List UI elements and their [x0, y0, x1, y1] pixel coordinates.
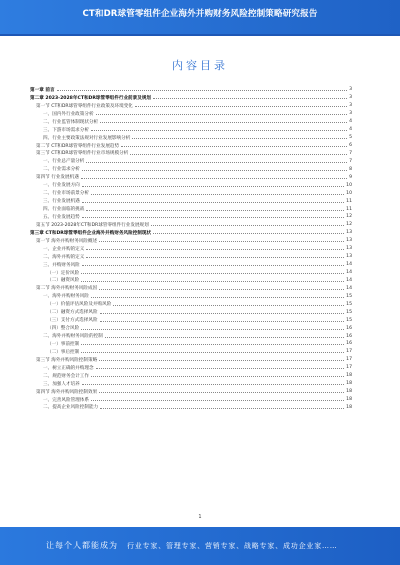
toc-entry-page: 12 [346, 214, 352, 220]
toc-entry-page: 11 [346, 198, 352, 204]
toc-entry[interactable] [30, 94, 352, 102]
toc-leader-dots [121, 146, 347, 147]
header-divider [0, 34, 400, 36]
toc-entry-label: （三）支付方式选择风险 [47, 318, 98, 324]
toc-entry[interactable] [30, 213, 352, 221]
toc-entry-label: 二、海外并购的定义 [43, 254, 85, 260]
toc-entry[interactable] [30, 388, 352, 396]
toc-entry-page: 3 [349, 87, 352, 93]
toc-entry[interactable] [30, 332, 352, 340]
toc-leader-dots [82, 265, 344, 266]
toc-leader-dots [81, 344, 344, 345]
toc-entry[interactable] [30, 356, 352, 364]
toc-leader-dots [100, 408, 344, 409]
toc-entry-page: 10 [346, 182, 352, 188]
toc-entry-page: 17 [346, 349, 352, 355]
toc-entry-label: 一、海外并购财务风险 [43, 294, 89, 300]
toc-entry[interactable] [30, 404, 352, 412]
toc-entry-page: 12 [346, 222, 352, 228]
toc-entry-label: 一、树立正确的并购理念 [43, 365, 94, 371]
toc-leader-dots [57, 90, 347, 91]
toc-entry-page: 6 [349, 143, 352, 149]
toc-entry-page: 14 [346, 270, 352, 276]
toc-entry-label: （二）融资方式选择风险 [47, 310, 98, 316]
toc-entry[interactable] [30, 173, 352, 181]
toc-entry[interactable] [30, 118, 352, 126]
toc-entry[interactable] [30, 340, 352, 348]
toc-entry[interactable] [30, 292, 352, 300]
toc-entry-page: 10 [346, 190, 352, 196]
toc-leader-dots [86, 162, 347, 163]
toc-entry-label: 第二节 海外并购财务风险成因 [36, 286, 98, 292]
toc-entry-page: 14 [346, 285, 352, 291]
toc-entry-page: 5 [349, 135, 352, 141]
toc-leader-dots [113, 305, 344, 306]
toc-entry-label: 第一章 前言 [30, 87, 55, 93]
toc-entry-page: 8 [349, 166, 352, 172]
toc-leader-dots [81, 178, 347, 179]
toc-leader-dots [91, 194, 344, 195]
toc-entry[interactable] [30, 372, 352, 380]
toc-entry-label: 一、行业总产量分析 [43, 159, 85, 165]
toc-entry-label: 二、海外并购财务风险的控制 [43, 334, 103, 340]
toc-entry-page: 9 [349, 174, 352, 180]
toc-entry-label: 三、并购财务风险 [43, 262, 80, 268]
toc-entry[interactable] [30, 237, 352, 245]
toc-entry[interactable] [30, 229, 352, 237]
toc-entry-page: 3 [349, 111, 352, 117]
toc-entry-page: 13 [346, 238, 352, 244]
toc-leader-dots [100, 321, 345, 322]
toc-leader-dots [86, 249, 344, 250]
toc-leader-dots [99, 289, 344, 290]
toc-entry[interactable] [30, 380, 352, 388]
toc-entry[interactable] [30, 300, 352, 308]
toc-entry[interactable] [30, 277, 352, 285]
toc-entry-label: 三、下游市场需求分析 [43, 127, 89, 133]
toc-leader-dots [86, 210, 344, 211]
toc-entry[interactable] [30, 165, 352, 173]
toc-entry-label: 第四节 行业发展机遇 [36, 175, 79, 181]
toc-entry[interactable] [30, 197, 352, 205]
toc-entry-label: 第三节 海外并购风险控制策略 [36, 357, 98, 363]
toc-entry-label: 一、行业发展方向 [43, 183, 80, 189]
toc-leader-dots [96, 368, 345, 369]
toc-leader-dots [105, 337, 344, 338]
toc-entry-page: 16 [346, 333, 352, 339]
toc-entry-label: 第一节 海外并购财务风险概述 [36, 238, 98, 244]
toc-entry-page: 17 [346, 357, 352, 363]
toc-entry-label: 二、提高企业风险控制能力 [43, 405, 99, 411]
toc-entry[interactable] [30, 221, 352, 229]
toc-leader-dots [86, 257, 344, 258]
toc-entry[interactable] [30, 348, 352, 356]
toc-leader-dots [82, 170, 347, 171]
toc-entry-label: 二、行业市场前景分析 [43, 191, 89, 197]
toc-entry[interactable] [30, 86, 352, 94]
toc-entry[interactable] [30, 261, 352, 269]
toc-leader-dots [82, 217, 344, 218]
toc-entry-label: 第四节 海外并购风险控制效果 [36, 389, 98, 395]
toc-entry[interactable] [30, 253, 352, 261]
toc-entry[interactable] [30, 134, 352, 142]
toc-leader-dots [99, 360, 344, 361]
toc-leader-dots [91, 400, 344, 401]
toc-entry[interactable] [30, 324, 352, 332]
toc-leader-dots [82, 186, 344, 187]
toc-entry-page: 13 [346, 230, 352, 236]
toc-entry-label: 第一节 CT和DR球管零组件行业政策及环境变化 [36, 103, 133, 109]
page-number: 1 [198, 514, 202, 520]
toc-entry-label: （一）事前控制 [47, 341, 80, 347]
toc-leader-dots [100, 313, 345, 314]
toc-entry[interactable] [30, 284, 352, 292]
toc-entry[interactable] [30, 110, 352, 118]
toc-entry[interactable] [30, 126, 352, 134]
toc-entry-label: （四）整合风险 [47, 326, 80, 332]
toc-leader-dots [153, 98, 347, 99]
toc-entry-label: 四、行业主要政策法规对行业发展影响分析 [43, 135, 131, 141]
toc-entry-label: 第三章 CT和DR球管零组件企业海外并购财务风险控制现状 [30, 230, 152, 236]
toc-entry-label: （二）融资风险 [47, 278, 80, 284]
toc-entry-page: 14 [346, 262, 352, 268]
toc-entry-page: 7 [349, 158, 352, 164]
footer-slogan-right: 行业专家、管理专家、营销专家、战略专家、成功企业家…… [127, 542, 338, 550]
toc-entry-label: 一、完善风险管理体系 [43, 397, 89, 403]
toc-entry-page: 18 [346, 373, 352, 379]
toc-entry-page: 18 [346, 397, 352, 403]
toc-entry-label: 二、行业监管体制现状分析 [43, 119, 99, 125]
toc-entry-page: 11 [346, 206, 352, 212]
toc-leader-dots [81, 273, 344, 274]
toc-entry-label: 二、行业需求分析 [43, 167, 80, 173]
report-title: CT和DR球管零组件企业海外并购财务风险控制策略研究报告 [82, 9, 318, 19]
toc-entry-label: 第五节 2023-2028年CT和DR球管零组件行业发展规划 [36, 222, 149, 228]
toc-entry[interactable] [30, 181, 352, 189]
toc-entry-page: 16 [346, 325, 352, 331]
toc-entry-page: 17 [346, 365, 352, 371]
toc-entry-page: 15 [346, 317, 352, 323]
toc-leader-dots [91, 376, 344, 377]
report-footer [0, 527, 400, 565]
toc-entry-label: （一）价值评估风险及并购风险 [47, 302, 112, 308]
toc-entry[interactable] [30, 245, 352, 253]
toc-entry-page: 3 [349, 103, 352, 109]
toc-entry[interactable] [30, 316, 352, 324]
toc-entry-page: 13 [346, 246, 352, 252]
toc-entry-page: 4 [349, 127, 352, 133]
toc-leader-dots [130, 154, 347, 155]
toc-entry-label: （一）定价风险 [47, 270, 80, 276]
table-of-contents [30, 86, 352, 411]
toc-entry[interactable] [30, 269, 352, 277]
toc-leader-dots [151, 225, 344, 226]
toc-leader-dots [132, 138, 347, 139]
toc-entry-label: 一、企业并购的定义 [43, 246, 85, 252]
toc-leader-dots [96, 114, 348, 115]
toc-entry-page: 18 [346, 404, 352, 410]
toc-leader-dots [99, 392, 344, 393]
toc-entry-page: 4 [349, 119, 352, 125]
toc-entry-label: 二、规范财务会计工作 [43, 373, 89, 379]
toc-entry[interactable] [30, 102, 352, 110]
footer-slogan-left: 让每个人都能成为 [46, 541, 118, 550]
toc-entry-page: 13 [346, 254, 352, 260]
toc-entry-label: 五、行业发展趋势 [43, 214, 80, 220]
toc-entry-label: 三、加强人才培养 [43, 381, 80, 387]
toc-leader-dots [153, 233, 344, 234]
toc-entry-page: 15 [346, 293, 352, 299]
toc-entry-page: 15 [346, 309, 352, 315]
toc-entry[interactable] [30, 157, 352, 165]
toc-leader-dots [91, 297, 344, 298]
toc-leader-dots [81, 329, 344, 330]
toc-entry-label: 第二章 2023-2028年CT和DR球管零组件行业前景及规划 [30, 95, 152, 101]
toc-entry-page: 18 [346, 389, 352, 395]
toc-leader-dots [100, 122, 347, 123]
toc-leader-dots [82, 384, 344, 385]
toc-entry-page: 14 [346, 277, 352, 283]
toc-leader-dots [81, 352, 344, 353]
toc-entry-page: 3 [349, 95, 352, 101]
toc-entry-label: 第三节 CT和DR球管零组件行业市场规模分析 [36, 151, 129, 157]
toc-entry-label: 四、行业面临的挑战 [43, 207, 85, 213]
toc-entry-label: 一、国内外行业政策分析 [43, 111, 94, 117]
toc-leader-dots [91, 130, 347, 131]
toc-leader-dots [82, 202, 344, 203]
toc-entry[interactable] [30, 142, 352, 150]
toc-entry-page: 16 [346, 341, 352, 347]
toc-heading: 内容目录 [172, 59, 228, 72]
toc-entry-page: 7 [349, 150, 352, 156]
toc-leader-dots [135, 106, 347, 107]
toc-entry[interactable] [30, 205, 352, 213]
toc-leader-dots [81, 281, 344, 282]
toc-entry[interactable] [30, 396, 352, 404]
toc-entry[interactable] [30, 150, 352, 158]
report-header [0, 0, 400, 36]
toc-entry[interactable] [30, 189, 352, 197]
toc-entry-label: 第二节 CT和DR球管零组件行业发展趋势 [36, 143, 120, 149]
toc-entry-page: 15 [346, 301, 352, 307]
toc-leader-dots [99, 241, 344, 242]
toc-entry-label: 三、行业发展机遇 [43, 199, 80, 205]
toc-entry-page: 18 [346, 381, 352, 387]
toc-entry[interactable] [30, 364, 352, 372]
toc-entry-label: （二）事后控制 [47, 349, 80, 355]
toc-entry[interactable] [30, 308, 352, 316]
